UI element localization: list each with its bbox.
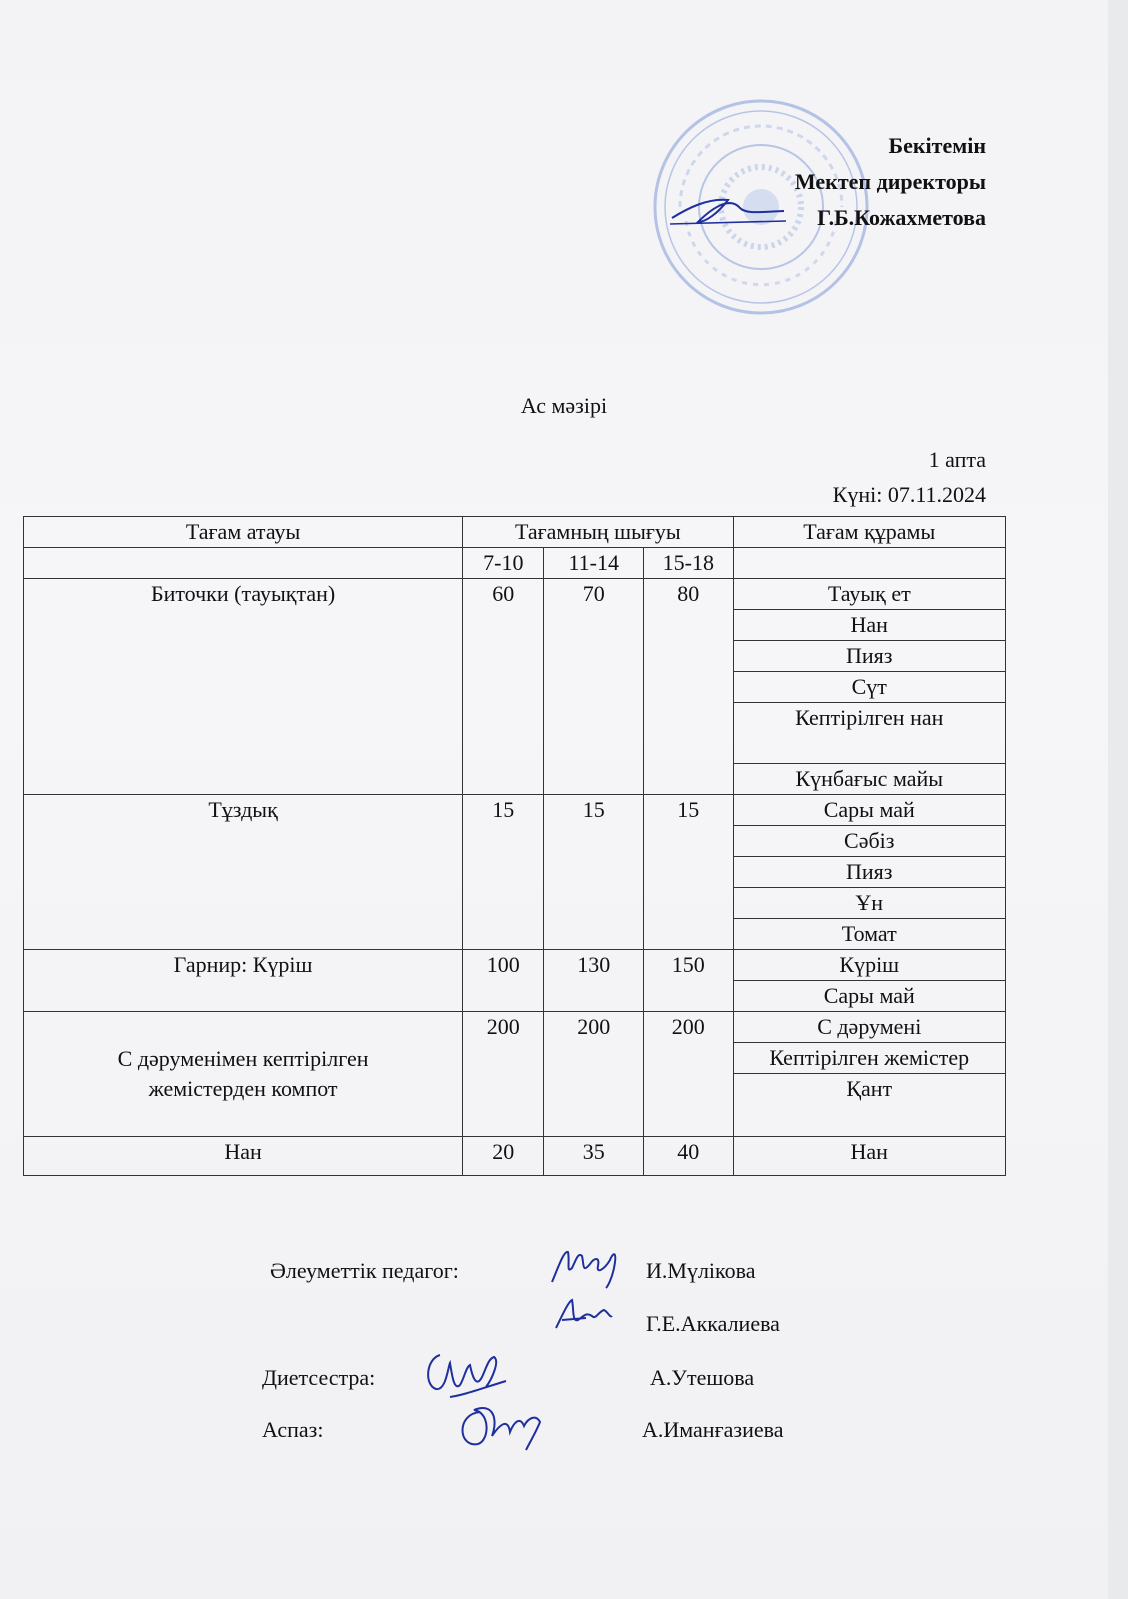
ingredient: Пияз [733,857,1005,888]
dish-name-line: С дәруменімен кептірілген [117,1046,369,1071]
ingredient: Сәбіз [733,826,1005,857]
dish-value: 70 [544,579,644,795]
ingredient: Сары май [733,981,1005,1012]
approval-block [795,128,986,236]
dish-value: 200 [644,1012,733,1137]
empty-cell [24,548,463,579]
ingredient: С дәрумені [733,1012,1005,1043]
dish-value: 15 [644,795,733,950]
menu-table [23,516,1006,1176]
dish-value: 200 [544,1012,644,1137]
age-group-row [24,548,1006,579]
dish-name: Тұздық [24,795,463,950]
dish-value: 15 [463,795,544,950]
ingredient: Қант [733,1074,1005,1137]
dish-name: Гарнир: Күріш [24,950,463,1012]
ingredient: Томат [733,919,1005,950]
table-row [24,1012,1006,1043]
empty-cell [733,548,1005,579]
dish-value: 20 [463,1137,544,1176]
age-group: 15-18 [644,548,733,579]
table-row [24,950,1006,981]
table-row [24,579,1006,610]
cook-name: А.Иманғазиева [642,1417,784,1442]
ingredient: Пияз [733,641,1005,672]
ingredient: Сүт [733,672,1005,703]
dish-name: Биточки (тауықтан) [24,579,463,795]
dish-value: 80 [644,579,733,795]
dietician-name: А.Утешова [650,1365,755,1390]
header-composition: Тағам құрамы [733,517,1005,548]
week-label: 1 апта [928,447,986,472]
dish-value: 100 [463,950,544,1012]
ingredient: Сары май [733,795,1005,826]
ingredient: Тауық ет [733,579,1005,610]
dietician-label: Диетсестра: [262,1365,376,1390]
dish-value: 130 [544,950,644,1012]
approval-line-1: Бекітемін [888,133,986,158]
dish-name-line: жемістерден компот [148,1076,338,1101]
cook-label: Аспаз: [262,1417,324,1442]
age-group: 11-14 [544,548,644,579]
dish-name [24,1012,463,1137]
header-name: Тағам атауы [24,517,463,548]
ingredient: Нан [733,1137,1005,1176]
social-pedagog-name-2: Г.Е.Аккалиева [646,1311,780,1336]
director-signature [668,178,788,238]
ingredient: Күнбағыс майы [733,764,1005,795]
header-output: Тағамның шығуы [463,517,733,548]
dish-value: 200 [463,1012,544,1137]
dish-value: 60 [463,579,544,795]
dish-value: 40 [644,1137,733,1176]
ingredient: Кептірілген нан [733,703,1005,764]
social-pedagog-label: Әлеуметтік педагог: [270,1258,459,1283]
approval-line-3: Г.Б.Кожахметова [817,205,986,230]
age-group: 7-10 [463,548,544,579]
approval-line-2: Мектеп директоры [794,169,986,194]
ingredient: Кептірілген жемістер [733,1043,1005,1074]
ingredient: Нан [733,610,1005,641]
dish-value: 15 [544,795,644,950]
page-title: Ас мәзірі [520,393,608,418]
date-label: Күні: 07.11.2024 [832,482,986,507]
ingredient: Ұн [733,888,1005,919]
table-row [24,1137,1006,1176]
dish-name: Нан [24,1137,463,1176]
ingredient: Күріш [733,950,1005,981]
social-pedagog-name-1: И.Мүлікова [646,1258,756,1283]
dish-value: 150 [644,950,733,1012]
table-row [24,795,1006,826]
dish-value: 35 [544,1137,644,1176]
header-row [24,517,1006,548]
